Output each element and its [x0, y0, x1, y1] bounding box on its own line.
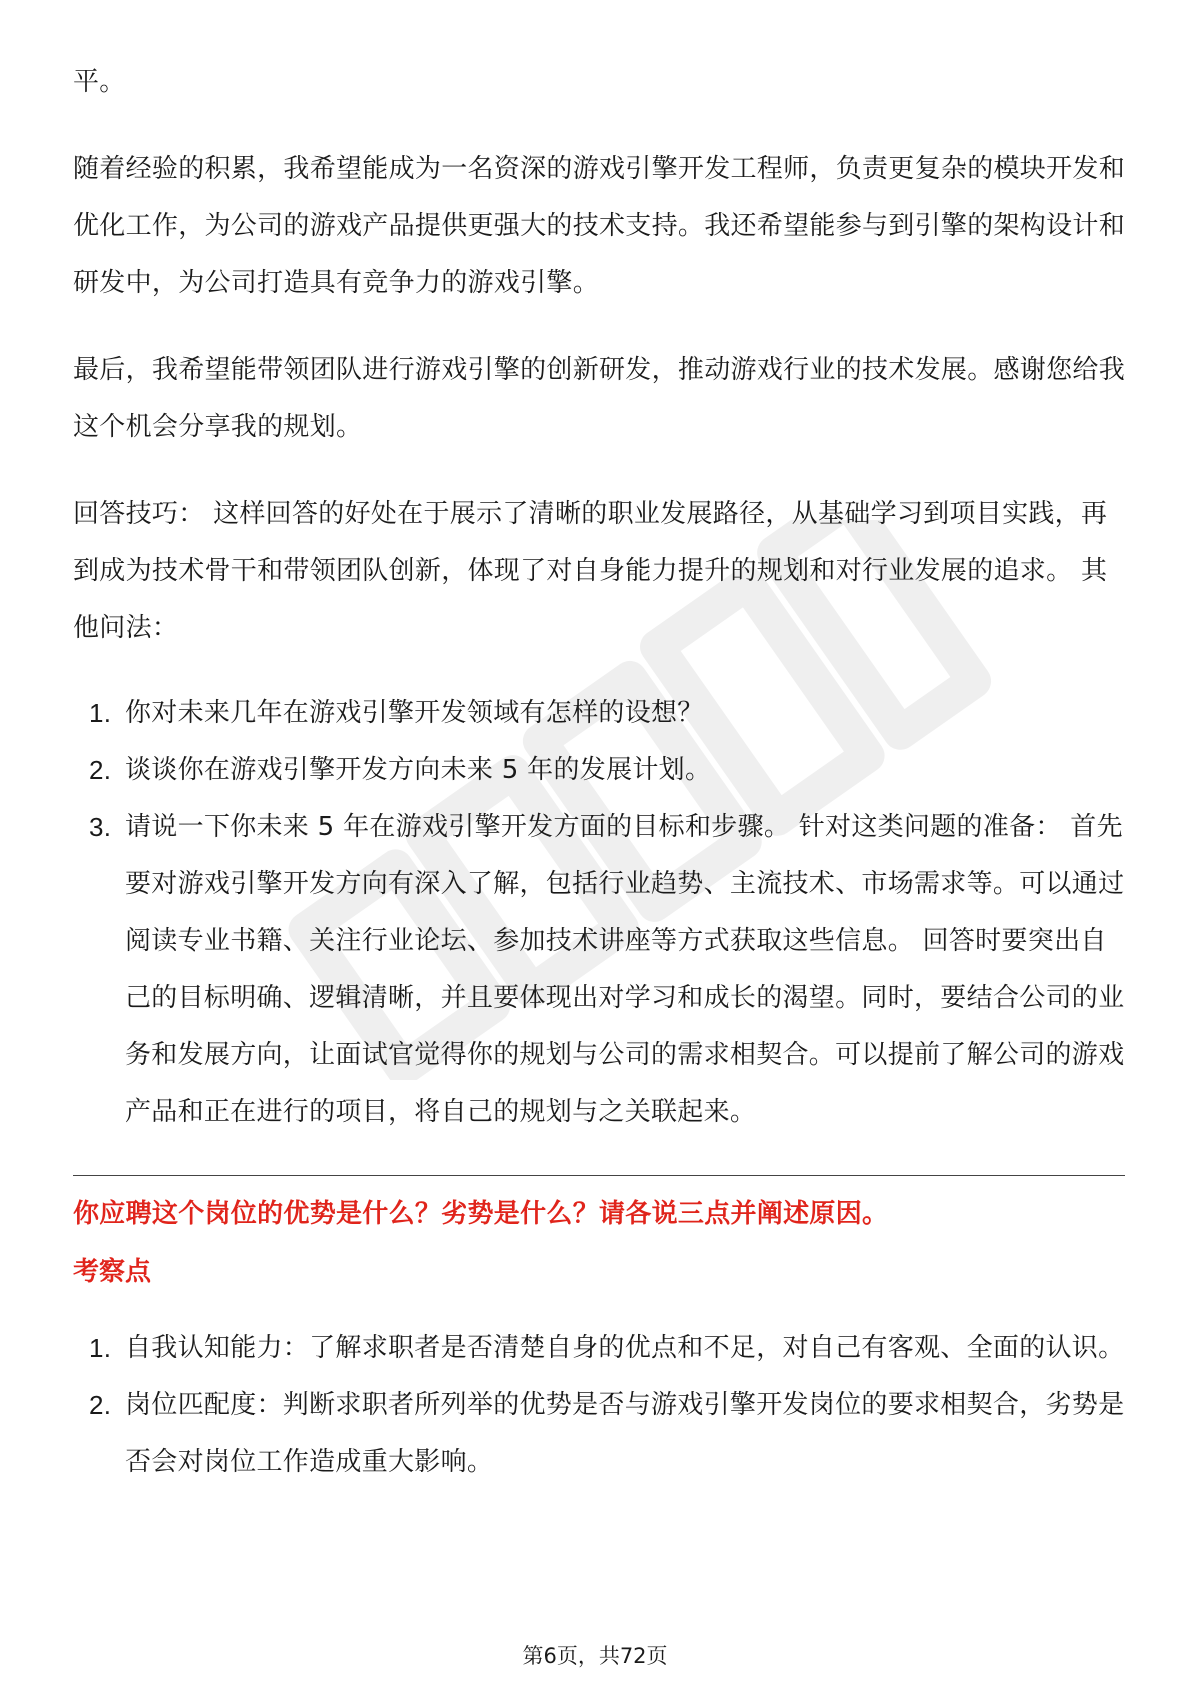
document-body	[73, 54, 1125, 1491]
section-label: 考察点	[73, 1257, 152, 1287]
list-item-text: 自我认知能力：了解求职者是否清楚自身的优点和不足，对自己有客观、全面的认识。	[125, 1333, 1125, 1363]
list-item	[73, 1377, 1125, 1491]
list-number: 1.	[89, 1333, 112, 1363]
list-number: 2.	[89, 1390, 112, 1420]
page-footer: 第6页，共72页	[522, 1644, 668, 1668]
question-title: 你应聘这个岗位的优势是什么？劣势是什么？请各说三点并阐述原因。	[73, 1199, 889, 1229]
list-number: 3.	[89, 812, 112, 842]
paragraph-continued: 平。	[73, 67, 126, 97]
list-item	[73, 799, 1125, 1141]
other-questions-list	[73, 685, 1125, 1141]
list-item-text: 岗位匹配度：判断求职者所列举的优势是否与游戏引擎开发岗位的要求相契合，劣势是否会对岗位工作造成重大影响。	[125, 1390, 1125, 1477]
list-item	[73, 1320, 1125, 1377]
paragraph-answer-tips: 回答技巧： 这样回答的好处在于展示了清晰的职业发展路径，从基础学习到项目实践，再到成为技术骨干和带领团队创新，体现了对自身能力提升的规划和对行业发展的追求。 其他问法：	[73, 499, 1108, 643]
list-item	[73, 685, 1125, 742]
list-number: 1.	[89, 698, 112, 728]
paragraph-experience: 随着经验的积累，我希望能成为一名资深的游戏引擎开发工程师，负责更复杂的模块开发和优化工作，为公司的游戏产品提供更强大的技术支持。我还希望能参与到引擎的架构设计和研发中，为公司打造具有竞争力的游戏引擎。	[73, 154, 1126, 298]
list-item-text: 请说一下你未来 5 年在游戏引擎开发方面的目标和步骤。 针对这类问题的准备： 首先要对游戏引擎开发方向有深入了解，包括行业趋势、主流技术、市场需求等。可以通过阅读专业书籍、关注行业论坛、参加技术讲座等方式获取这些信息。 回答时要突出自己的目标明确、逻辑清晰，并且要体现出对学习和成长的渴望。同时，要结合公司的业务和发展方向，让面试官觉得你的规划与公司的需求相契合。可以提前了解公司的游戏产品和正在进行的项目，将自己的规划与之关联起来。	[125, 812, 1125, 1127]
list-item-text: 你对未来几年在游戏引擎开发领域有怎样的设想？	[125, 698, 704, 728]
list-number: 2.	[89, 755, 112, 785]
section-divider	[73, 1175, 1125, 1176]
list-item-text: 谈谈你在游戏引擎开发方向未来 5 年的发展计划。	[125, 755, 712, 785]
list-item	[73, 742, 1125, 799]
assessment-points-list	[73, 1320, 1125, 1491]
paragraph-final-goal: 最后，我希望能带领团队进行游戏引擎的创新研发，推动游戏行业的技术发展。感谢您给我这个机会分享我的规划。	[73, 355, 1126, 442]
